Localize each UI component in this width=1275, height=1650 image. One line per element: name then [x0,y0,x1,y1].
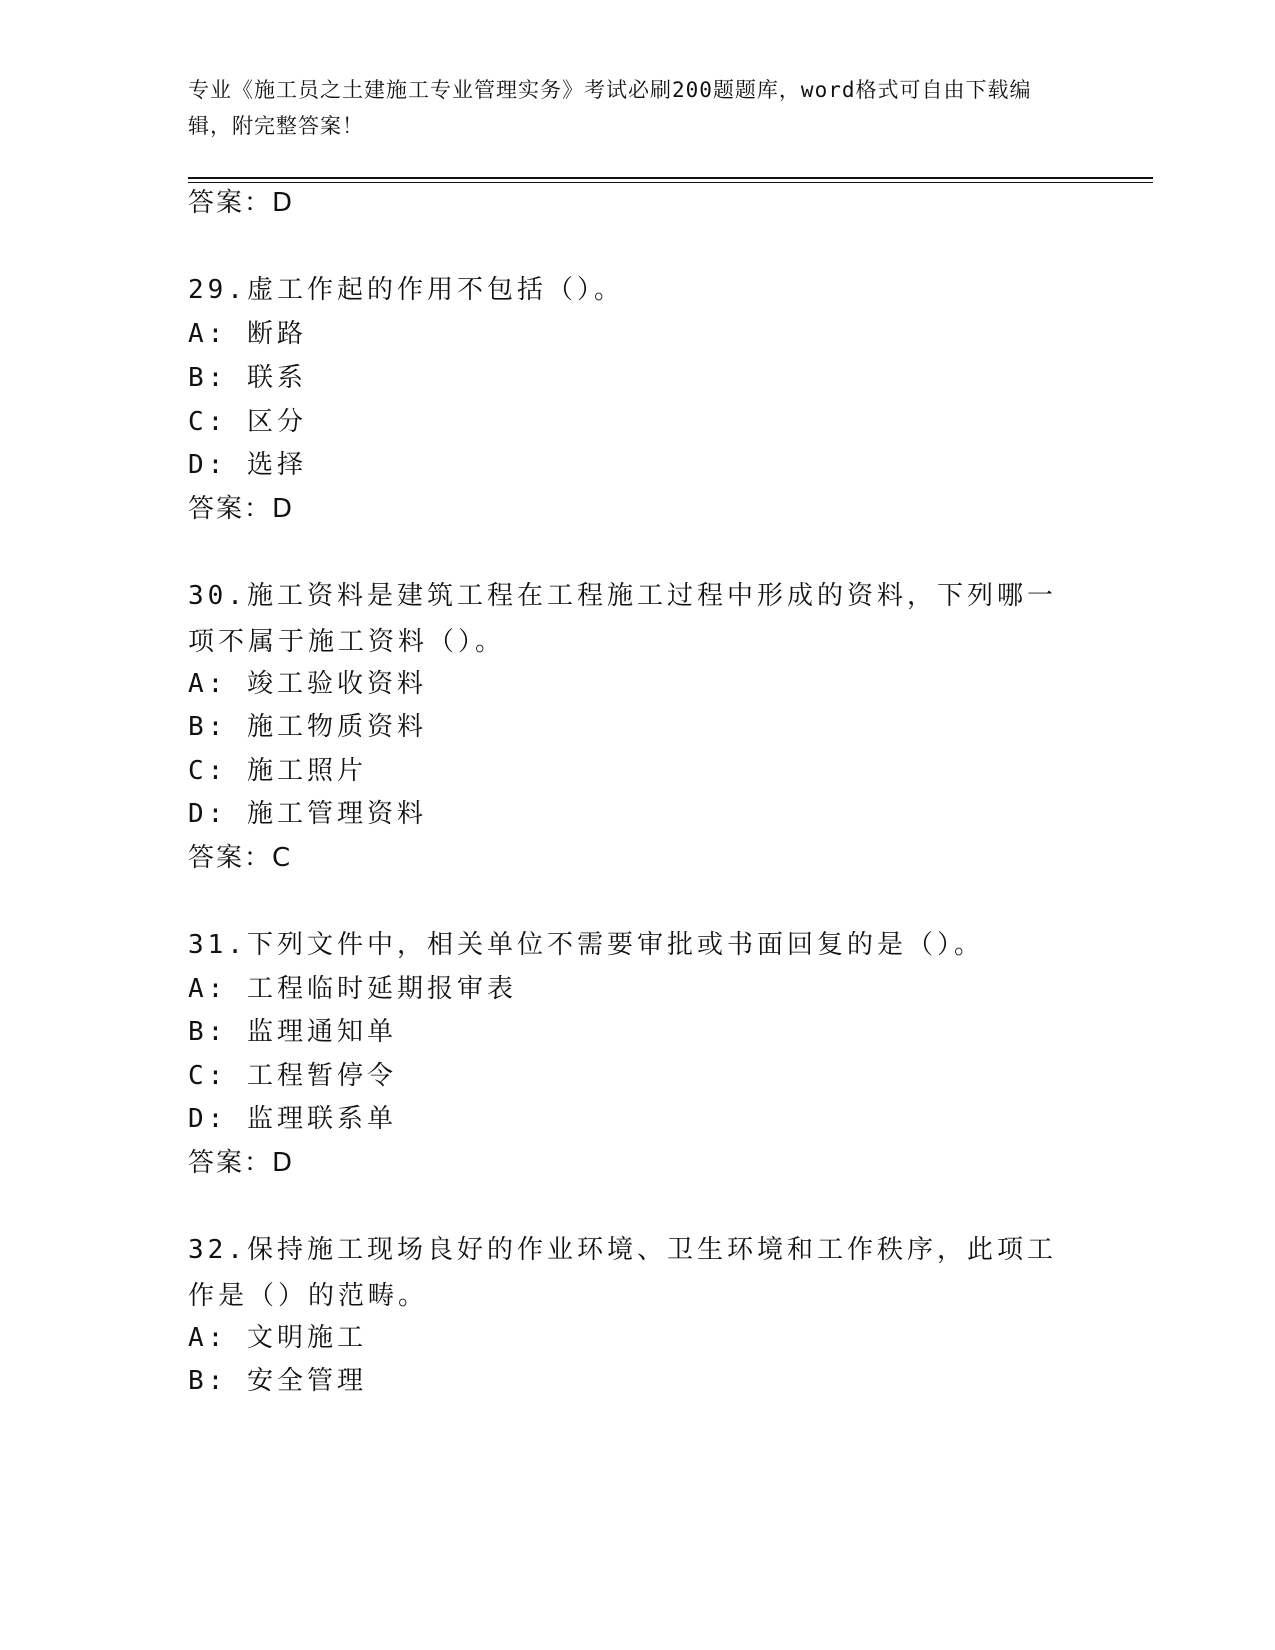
option-a: A: 文明施工 [188,1323,367,1353]
option-b: B: 监理通知单 [188,1017,397,1047]
document-header: 专业《施工员之土建施工专业管理实务》考试必刷200题题库，word格式可自由下载编辑，附完整答案！ [188,78,1032,138]
option-b: B: 联系 [188,363,307,393]
option-a: A: 竣工验收资料 [188,669,427,699]
option-a: A: 断路 [188,319,307,349]
answer-line: 答案：D [188,1148,295,1178]
question-stem: 29.虚工作起的作用不包括（）。 [188,275,624,305]
option-c: C: 区分 [188,407,307,437]
answer-line: 答案：D [188,188,295,218]
header-rule-thick [188,177,1153,179]
answer-line: 答案：D [188,494,295,524]
answer-line: 答案：C [188,843,293,873]
option-d: D: 监理联系单 [188,1104,397,1134]
question-stem: 30.施工资料是建筑工程在工程施工过程中形成的资料，下列哪一项不属于施工资料（）。 [188,581,1057,657]
option-b: B: 安全管理 [188,1366,367,1396]
header-rule-thin [188,182,1153,183]
option-c: C: 施工照片 [188,756,367,786]
option-c: C: 工程暂停令 [188,1061,397,1091]
option-d: D: 施工管理资料 [188,799,427,829]
question-stem: 31.下列文件中，相关单位不需要审批或书面回复的是（）。 [188,930,984,960]
option-a: A: 工程临时延期报审表 [188,974,517,1004]
option-d: D: 选择 [188,450,307,480]
option-b: B: 施工物质资料 [188,712,427,742]
question-stem: 32.保持施工现场良好的作业环境、卫生环境和工作秩序，此项工作是（）的范畴。 [188,1235,1057,1311]
